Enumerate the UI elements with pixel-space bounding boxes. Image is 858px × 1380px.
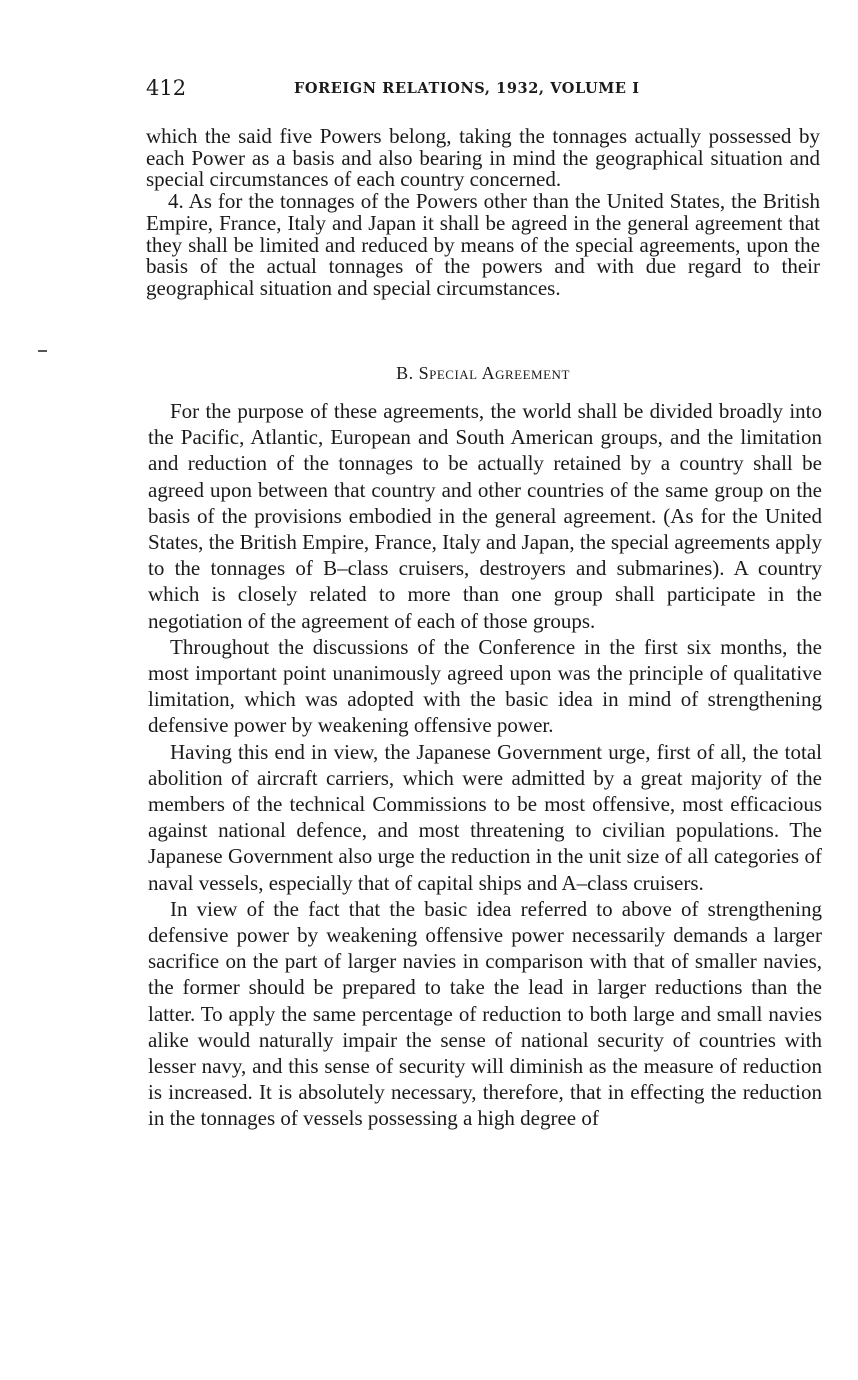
section-heading: B. Special Agreement: [396, 363, 570, 383]
body-paragraph: Throughout the discussions of the Conference in the first six months, the most important point unanimously agreed upon was the principle of qualitative limitation, which was adopted with the basic idea in mind of strengthening defensive power by weakening offensive power.: [148, 634, 822, 738]
running-title: FOREIGN RELATIONS, 1932, VOLUME I: [294, 80, 640, 97]
page-number: 412: [146, 76, 187, 100]
body-paragraph: For the purpose of these agreements, the world shall be divided broadly into the Pacific, Atlantic, European and South American groups, and the limitation and reduction of the tonnages to be actually retained by a country shall be agreed upon between that country and other countries of the same group on the basis of the provisions embodied in the general agreement. (As for the United States, the British Empire, France, Italy and Japan, the special agreements apply to the tonnages of B–class cruisers, destroyers and submarines). A country which is closely related to more than one group shall participate in the negotiation of the agreement of each of those groups.: [148, 399, 822, 633]
page-header: [146, 74, 818, 104]
body-paragraph: Having this end in view, the Japanese Government urge, first of all, the total abolition of aircraft carriers, which were admitted by a great majority of the members of the technical Commissions to be most offensive, most efficacious against national defence, and most threatening to civilian populations. The Japanese Government also urge the reduction in the unit size of all categories of naval vessels, especially that of capital ships and A–class cruisers.: [148, 739, 822, 895]
body-text: [148, 398, 822, 1132]
body-paragraph: In view of the fact that the basic idea referred to above of strengthening defensive power by weakening offensive power necessarily demands a larger sacrifice on the part of larger navies in comparison with that of smaller navies, the former should be prepared to take the lead in larger reductions than the latter. To apply the same percentage of reduction to both large and small navies alike would naturally impair the sense of national security of countries with lesser navy, and this sense of security will diminish as the measure of reduction is increased. It is absolutely necessary, therefore, that in effecting the reduction in the tonnages of vessels possessing a high degree of: [148, 896, 822, 1131]
continuation-block: [146, 126, 820, 300]
stray-mark: [38, 350, 47, 352]
continuation-paragraph: which the said five Powers belong, taking the tonnages actually possessed by each Power as a basis and also bearing in mind the geographical situation and special circumstances of each country concerned.: [146, 124, 820, 192]
point-4-paragraph: 4. As for the tonnages of the Powers other than the United States, the British Empire, France, Italy and Japan it shall be agreed in the general agreement that they shall be limited and reduced by means of the special agreements, upon the basis of the actual tonnages of the powers and with due regard to their geographical situation and special circumstances.: [146, 189, 820, 300]
